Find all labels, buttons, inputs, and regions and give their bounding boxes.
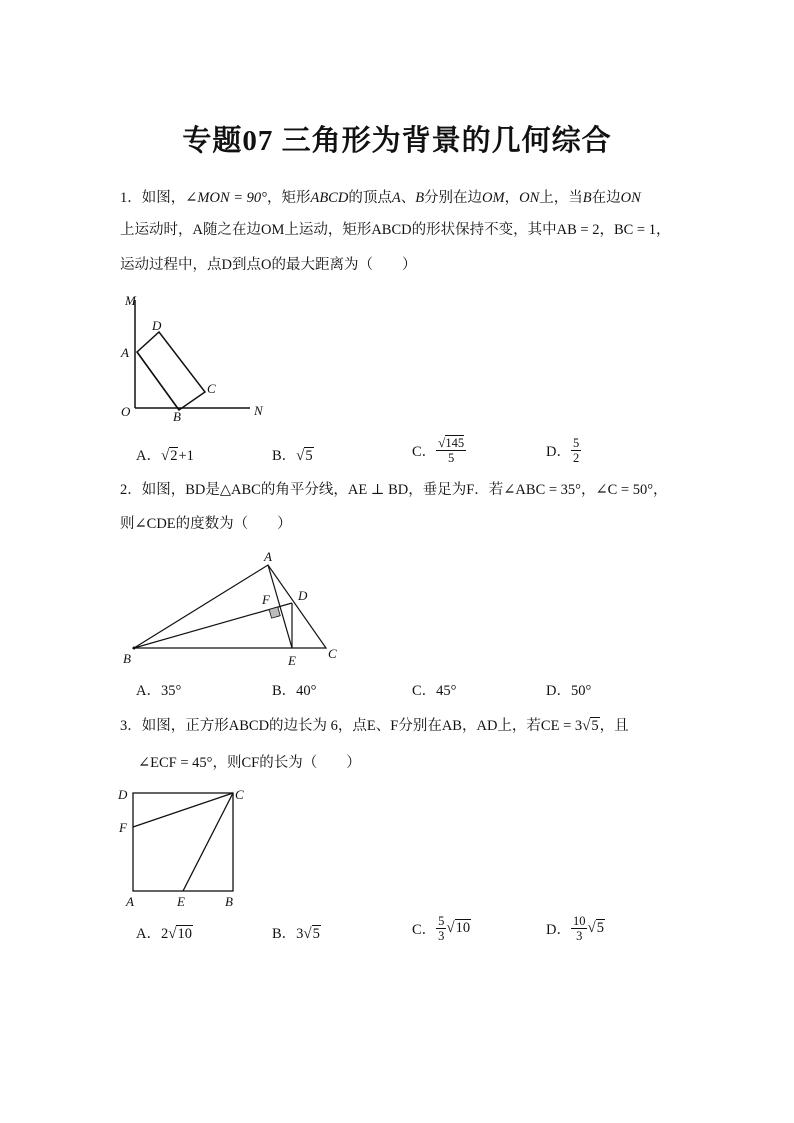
segment-ab: [137, 352, 179, 410]
label-b: B: [173, 409, 181, 424]
q1-math: ON: [519, 190, 540, 206]
fraction: [571, 914, 588, 943]
label-b: B: [123, 651, 131, 666]
radicand: 5: [312, 926, 320, 942]
label-m: M: [125, 293, 136, 308]
label-n: N: [254, 403, 263, 418]
option-label: A．: [136, 448, 161, 464]
q1-text: 在边: [591, 190, 621, 206]
sqrt: √10: [168, 926, 192, 942]
q1-math: ∠MON = 90°: [185, 190, 267, 206]
sqrt: √2: [160, 448, 178, 464]
q3-option-b[interactable]: [272, 922, 321, 943]
denominator: 3: [438, 929, 445, 943]
sqrt: √5: [303, 926, 320, 942]
option-label: B．: [272, 448, 297, 464]
q1-option-a[interactable]: [136, 444, 194, 465]
radicand: 2: [170, 448, 178, 464]
q1-math: B: [582, 190, 592, 206]
q3-option-d[interactable]: [546, 914, 605, 943]
option-label: D．: [546, 922, 571, 938]
q1-math: ON: [620, 190, 641, 206]
label-c: C: [328, 646, 337, 661]
q2-option-d[interactable]: D．50°: [546, 683, 592, 699]
page-title: 专题07 三角形为背景的几何综合: [182, 125, 612, 157]
q3-line-2: ∠ECF = 45°，则CF的长为（ ）: [138, 755, 361, 771]
radicand: 10: [455, 920, 471, 936]
label-a: A: [126, 894, 134, 909]
label-c: C: [235, 787, 244, 802]
label-o: O: [121, 404, 131, 419]
q3-text: 3．如图，正方形ABCD的边长为 6，点E、F分别在AB，AD上，若CE = 3: [120, 718, 583, 734]
numerator: 145: [445, 436, 465, 450]
q3-option-a[interactable]: [136, 922, 193, 943]
option-label: C．: [412, 922, 437, 938]
q2-option-b[interactable]: B．40°: [272, 683, 317, 699]
q3-figure: [115, 785, 255, 910]
radicand: 5: [305, 448, 313, 464]
q1-math: A: [391, 190, 401, 206]
q1-text: 的顶点: [348, 190, 392, 206]
sqrt: √5: [582, 718, 599, 734]
q1-figure: [115, 290, 275, 425]
label-f: F: [262, 592, 270, 607]
q1-text: ，矩形: [266, 190, 311, 206]
q1-math: OM: [482, 190, 505, 206]
q1-line-2: 上运动时，A随之在边OM上运动，矩形ABCD的形状保持不变，其中AB = 2，BC = 1，: [120, 222, 671, 238]
q1-option-c[interactable]: [412, 436, 466, 465]
numerator: 5: [572, 436, 580, 450]
q2-figure: [120, 548, 350, 668]
label-c: C: [207, 381, 216, 396]
sqrt: √5: [296, 448, 313, 464]
option-text: +1: [178, 448, 194, 464]
fraction: [571, 436, 581, 465]
right-angle-mark: [269, 607, 280, 618]
option-text: 2: [160, 926, 169, 942]
q1-option-b[interactable]: [272, 444, 314, 465]
label-b: B: [225, 894, 233, 909]
radicand: 10: [177, 926, 192, 942]
option-text: 3: [296, 926, 304, 942]
segment-bd: [134, 603, 292, 648]
radicand: 5: [596, 920, 604, 936]
option-label: C．: [412, 444, 437, 460]
point-b: [133, 647, 136, 650]
option-label: A．: [136, 926, 161, 942]
label-e: E: [177, 894, 185, 909]
option-label: D．: [546, 444, 571, 460]
triangle-abc: [134, 565, 326, 648]
option-label: B．: [272, 926, 297, 942]
q3-option-c[interactable]: [412, 914, 471, 943]
label-d: D: [298, 588, 308, 603]
q2-option-a[interactable]: A．35°: [136, 683, 182, 699]
numerator: 10: [572, 914, 586, 928]
q1-text: ，: [504, 190, 520, 206]
denominator: 2: [572, 451, 580, 465]
q2-option-c[interactable]: C．45°: [412, 683, 457, 699]
q2-line-2: 则∠CDE的度数为（ ）: [120, 516, 292, 532]
label-e: E: [288, 653, 296, 668]
q3-line-1: [120, 716, 629, 736]
label-a: A: [264, 549, 272, 564]
sqrt: √10: [446, 920, 471, 936]
q1-text: 、: [400, 190, 416, 206]
label-d: D: [118, 787, 128, 802]
sqrt: √5: [587, 920, 604, 936]
numerator: 5: [438, 914, 445, 928]
segment-ae: [268, 565, 292, 648]
denominator: 3: [576, 929, 583, 943]
square-abcd: [133, 793, 233, 891]
denominator: 5: [447, 451, 455, 465]
q2-line-1: 2．如图，BD是△ABC的角平分线，AE ⊥ BD，垂足为F．若∠ABC = 35°，∠C = 50°，: [120, 482, 668, 498]
fraction: [436, 914, 446, 943]
q1-text: 分别在边: [424, 190, 483, 206]
q1-text: 1．如图，: [120, 190, 186, 206]
q1-option-d[interactable]: [546, 436, 581, 465]
label-f: F: [119, 820, 127, 835]
q3-text: ，且: [599, 718, 629, 734]
q1-text: 上，当: [539, 190, 583, 206]
label-d: D: [152, 318, 162, 333]
q1-line-3: 运动过程中，点D到点O的最大距离为（ ）: [120, 257, 417, 273]
q1-line-1: [120, 188, 641, 208]
label-a: A: [121, 345, 129, 360]
q1-math: ABCD: [310, 190, 349, 206]
radicand: 5: [591, 718, 599, 734]
q1-math: B: [415, 190, 425, 206]
fraction: $\frac{√145}{5}$: [438, 435, 465, 465]
